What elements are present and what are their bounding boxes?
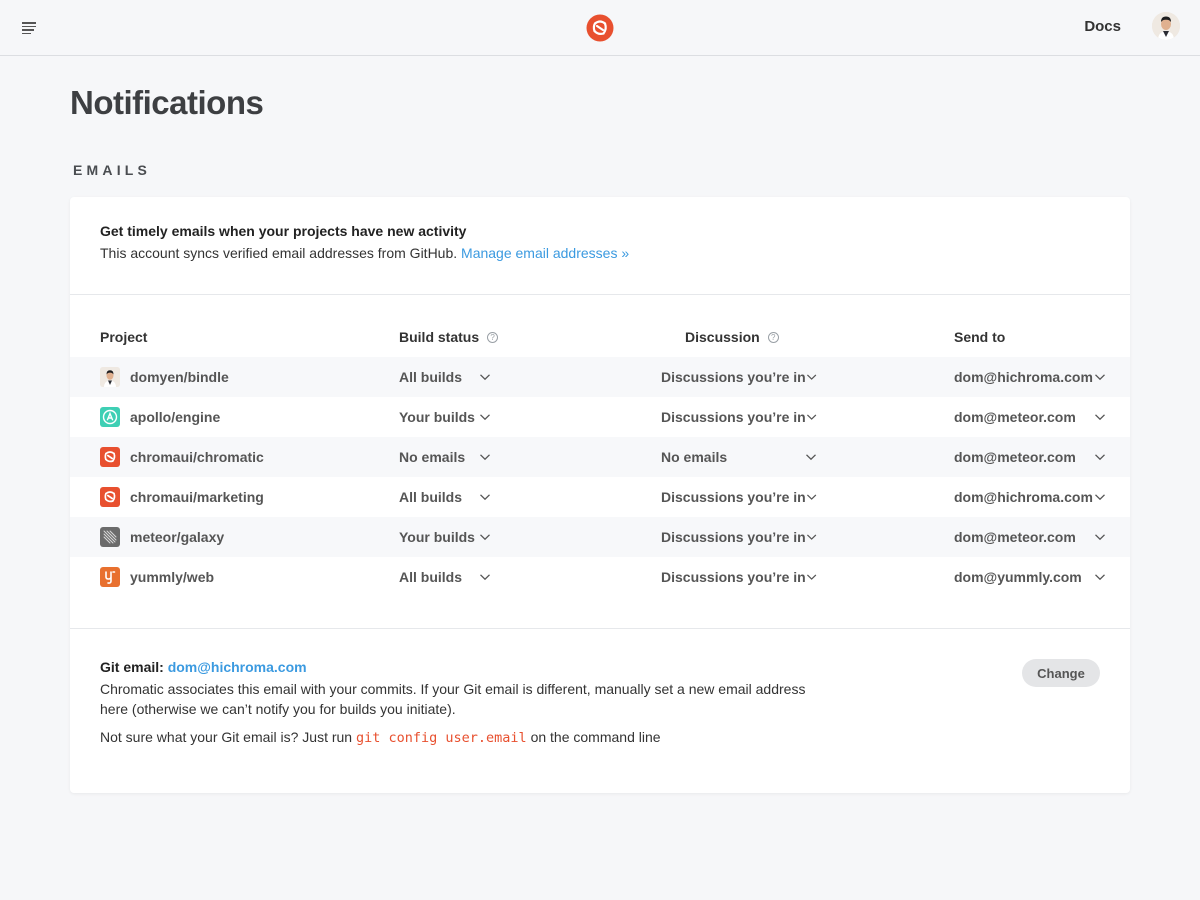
- project-name[interactable]: meteor/galaxy: [130, 529, 225, 545]
- chevron-down-icon: [806, 371, 817, 383]
- chevron-down-icon: [479, 371, 491, 383]
- change-git-email-button[interactable]: Change: [1022, 659, 1100, 687]
- column-header-label: Build status: [399, 329, 480, 345]
- manage-email-addresses-link[interactable]: Manage email addresses »: [461, 245, 630, 261]
- section-label-emails: EMAILS: [73, 162, 152, 178]
- user-avatar[interactable]: [1152, 12, 1180, 40]
- send-to-select[interactable]: [954, 557, 1106, 597]
- build-status-select[interactable]: [399, 517, 491, 557]
- menu-icon[interactable]: [22, 19, 40, 37]
- select-value: Discussions you’re in: [661, 529, 806, 545]
- chromatic-logo-icon: [100, 447, 120, 467]
- select-value: All builds: [399, 489, 462, 505]
- build-status-select[interactable]: [399, 397, 491, 437]
- git-email-section: [100, 659, 820, 746]
- select-value: dom@hichroma.com: [954, 369, 1093, 385]
- chevron-down-icon: [806, 411, 817, 423]
- select-value: Discussions you’re in: [661, 369, 806, 385]
- select-value: dom@meteor.com: [954, 449, 1076, 465]
- select-value: All builds: [399, 569, 462, 585]
- chevron-down-icon: [1094, 571, 1106, 583]
- meteor-icon: [100, 527, 120, 547]
- divider: [70, 294, 1130, 295]
- git-email-link[interactable]: dom@hichroma.com: [167, 659, 307, 675]
- column-header-label: Discussion: [685, 329, 760, 345]
- chevron-down-icon: [806, 571, 817, 583]
- chevron-down-icon: [1094, 491, 1106, 503]
- chromatic-logo-icon: [100, 487, 120, 507]
- select-value: All builds: [399, 369, 462, 385]
- git-help-suffix: on the command line: [530, 729, 661, 745]
- intro: [100, 223, 1100, 261]
- project-table: [70, 357, 1130, 597]
- discussion-select[interactable]: [661, 557, 817, 597]
- git-email-description: Chromatic associates this email with your commits. If your Git email is different, manually set a new email address here (otherwise we can’t notify you for builds you initiate).: [100, 681, 806, 717]
- table-row: [70, 357, 1130, 397]
- chevron-down-icon: [479, 491, 491, 503]
- page-title: Notifications: [70, 84, 264, 121]
- chevron-down-icon: [479, 411, 491, 423]
- chevron-down-icon: [805, 451, 817, 463]
- select-value: No emails: [661, 449, 728, 465]
- build-status-select[interactable]: [399, 437, 491, 477]
- discussion-select[interactable]: [661, 357, 817, 397]
- project-name[interactable]: domyen/bindle: [130, 369, 229, 385]
- send-to-select[interactable]: [954, 517, 1106, 557]
- select-value: Discussions you’re in: [661, 489, 806, 505]
- select-value: dom@yummly.com: [954, 569, 1082, 585]
- column-header-label: Project: [100, 329, 148, 345]
- chevron-down-icon: [479, 571, 491, 583]
- select-value: No emails: [399, 449, 466, 465]
- build-status-select[interactable]: [399, 357, 491, 397]
- column-header-build-status: [399, 329, 498, 345]
- discussion-select[interactable]: [661, 477, 817, 517]
- git-email-label: Git email:: [100, 659, 164, 675]
- help-icon[interactable]: ?: [487, 332, 498, 343]
- help-icon[interactable]: ?: [768, 332, 779, 343]
- chevron-down-icon: [1094, 451, 1106, 463]
- git-email-line: [100, 659, 820, 675]
- column-header-label: Send to: [954, 329, 1006, 345]
- build-status-select[interactable]: [399, 477, 491, 517]
- send-to-select[interactable]: [954, 397, 1106, 437]
- build-status-select[interactable]: [399, 557, 491, 597]
- select-value: dom@meteor.com: [954, 529, 1076, 545]
- yummly-icon: [100, 567, 120, 587]
- top-bar: [0, 0, 1200, 56]
- table-row: [70, 437, 1130, 477]
- docs-link[interactable]: Docs: [1084, 18, 1121, 35]
- user-avatar: [100, 367, 120, 387]
- chevron-down-icon: [806, 491, 817, 503]
- intro-description: This account syncs verified email addresses from GitHub.: [100, 245, 458, 261]
- chevron-down-icon: [1094, 371, 1106, 383]
- select-value: Your builds: [399, 529, 475, 545]
- select-value: Your builds: [399, 409, 475, 425]
- table-row: [70, 517, 1130, 557]
- git-help-prefix: Not sure what your Git email is? Just run: [100, 729, 353, 745]
- chevron-down-icon: [806, 531, 817, 543]
- project-name[interactable]: apollo/engine: [130, 409, 221, 425]
- intro-title: Get timely emails when your projects have new activity: [100, 223, 467, 239]
- chevron-down-icon: [1094, 411, 1106, 423]
- column-header-send-to: [954, 329, 1005, 345]
- select-value: Discussions you’re in: [661, 569, 806, 585]
- project-name[interactable]: chromaui/chromatic: [130, 449, 264, 465]
- table-row: [70, 397, 1130, 437]
- select-value: dom@meteor.com: [954, 409, 1076, 425]
- chevron-down-icon: [479, 531, 491, 543]
- divider: [70, 628, 1130, 629]
- column-header-project: [100, 329, 147, 345]
- email-notifications-card: [70, 197, 1130, 793]
- discussion-select[interactable]: [661, 437, 817, 477]
- intro-text: [100, 245, 1100, 261]
- select-value: Discussions you’re in: [661, 409, 806, 425]
- discussion-select[interactable]: [661, 397, 817, 437]
- apollo-icon: [100, 407, 120, 427]
- send-to-select[interactable]: [954, 357, 1106, 397]
- chevron-down-icon: [1094, 531, 1106, 543]
- project-name[interactable]: yummly/web: [130, 569, 215, 585]
- table-row: [70, 557, 1130, 597]
- send-to-select[interactable]: [954, 477, 1106, 517]
- git-email-help: [100, 729, 820, 746]
- column-header-discussion: [685, 329, 779, 345]
- chromatic-logo-icon[interactable]: [586, 14, 614, 42]
- discussion-select[interactable]: [661, 517, 817, 557]
- table-row: [70, 477, 1130, 517]
- select-value: dom@hichroma.com: [954, 489, 1093, 505]
- project-name[interactable]: chromaui/marketing: [130, 489, 264, 505]
- chevron-down-icon: [479, 451, 491, 463]
- git-command: git config user.email: [356, 730, 527, 746]
- send-to-select[interactable]: [954, 437, 1106, 477]
